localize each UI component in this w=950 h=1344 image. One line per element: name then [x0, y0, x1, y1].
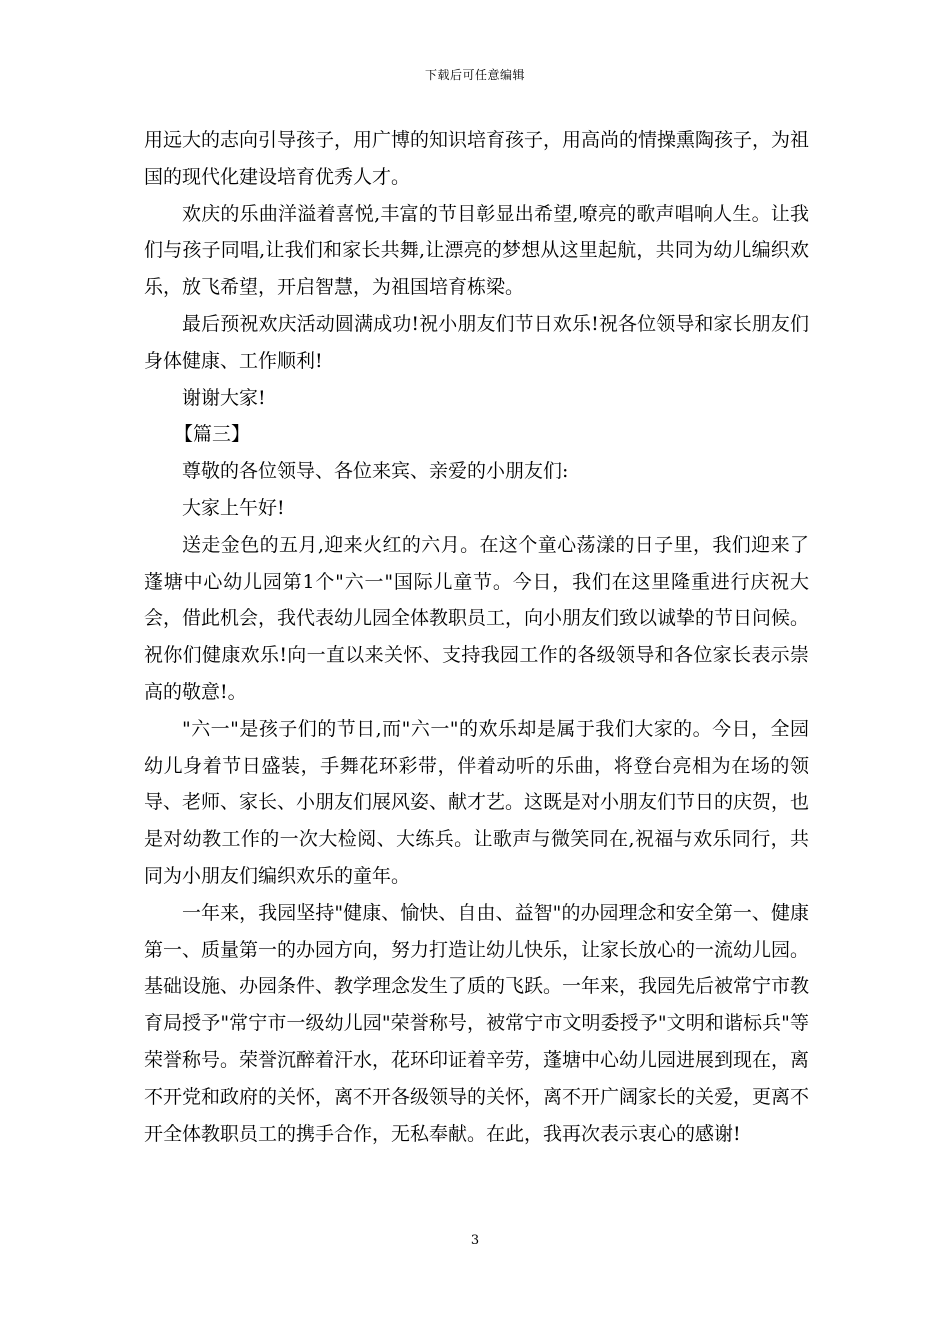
paragraph: 欢庆的乐曲洋溢着喜悦,丰富的节目彰显出希望,嘹亮的歌声唱响人生。让我们与孩子同唱,让我们和家长共舞,让漂亮的梦想从这里起航，共同为幼儿编织欢乐，放飞希望，开启智慧，为祖国培育栋梁。 [144, 202, 809, 299]
paragraph: 最后预祝欢庆活动圆满成功!祝小朋友们节日欢乐!祝各位领导和家长朋友们身体健康、工作顺利! [144, 312, 809, 372]
paragraph-thanks: 谢谢大家! [182, 386, 266, 409]
paragraph: "六一"是孩子们的节日,而"六一"的欢乐却是属于我们大家的。今日，全园幼儿身着节日盛装，手舞花环彩带，伴着动听的乐曲，将登台亮相为在场的领导、老师、家长、小朋友们展风姿、献才艺。这既是对小朋友们节日的庆贺，也是对幼教工作的一次大检阅、大练兵。让歌声与微笑同在,祝福与欢乐同行，共同为小朋友们编织欢乐的童年。 [144, 717, 810, 887]
paragraph: 一年来，我园坚持"健康、愉快、自由、益智"的办园理念和安全第一、健康第一、质量第一的办园方向，努力打造让幼儿快乐，让家长放心的一流幼儿园。基础设施、办园条件、教学理念发生了质的飞跃。一年来，我园先后被常宁市教育局授予"常宁市一级幼儿园"荣誉称号，被常宁市文明委授予"文明和谐标兵"等荣誉称号。荣誉沉醉着汗水，花环印证着辛劳，蓬塘中心幼儿园进展到现在，离不开党和政府的关怀，离不开各级领导的关怀，离不开广阔家长的关爱，更离不开全体教职员工的携手合作，无私奉献。在此，我再次表示衷心的感谢! [144, 901, 810, 1145]
greeting: 大家上午好! [182, 496, 285, 519]
salutation: 尊敬的各位领导、各位来宾、亲爱的小朋友们: [182, 460, 569, 483]
document-body [144, 122, 809, 1152]
paragraph: 送走金色的五月,迎来火红的六月。在这个童心荡漾的日子里，我们迎来了蓬塘中心幼儿园第1个"六一"国际儿童节。今日，我们在这里隆重进行庆祝大会，借此机会，我代表幼儿园全体教职员工，向小朋友们致以诚挚的节日问候。祝你们健康欢乐!向一直以来关怀、支持我园工作的各级领导和各位家长表示崇高的敬意!。 [144, 533, 810, 703]
page-header: 下载后可任意编辑 [424, 68, 525, 82]
page-number: 3 [470, 1233, 480, 1248]
paragraph-continuation: 用远大的志向引导孩子，用广博的知识培育孩子，用高尚的情操熏陶孩子，为祖国的现代化建设培育优秀人才。 [144, 129, 810, 188]
section-heading: 【篇三】 [174, 423, 251, 446]
